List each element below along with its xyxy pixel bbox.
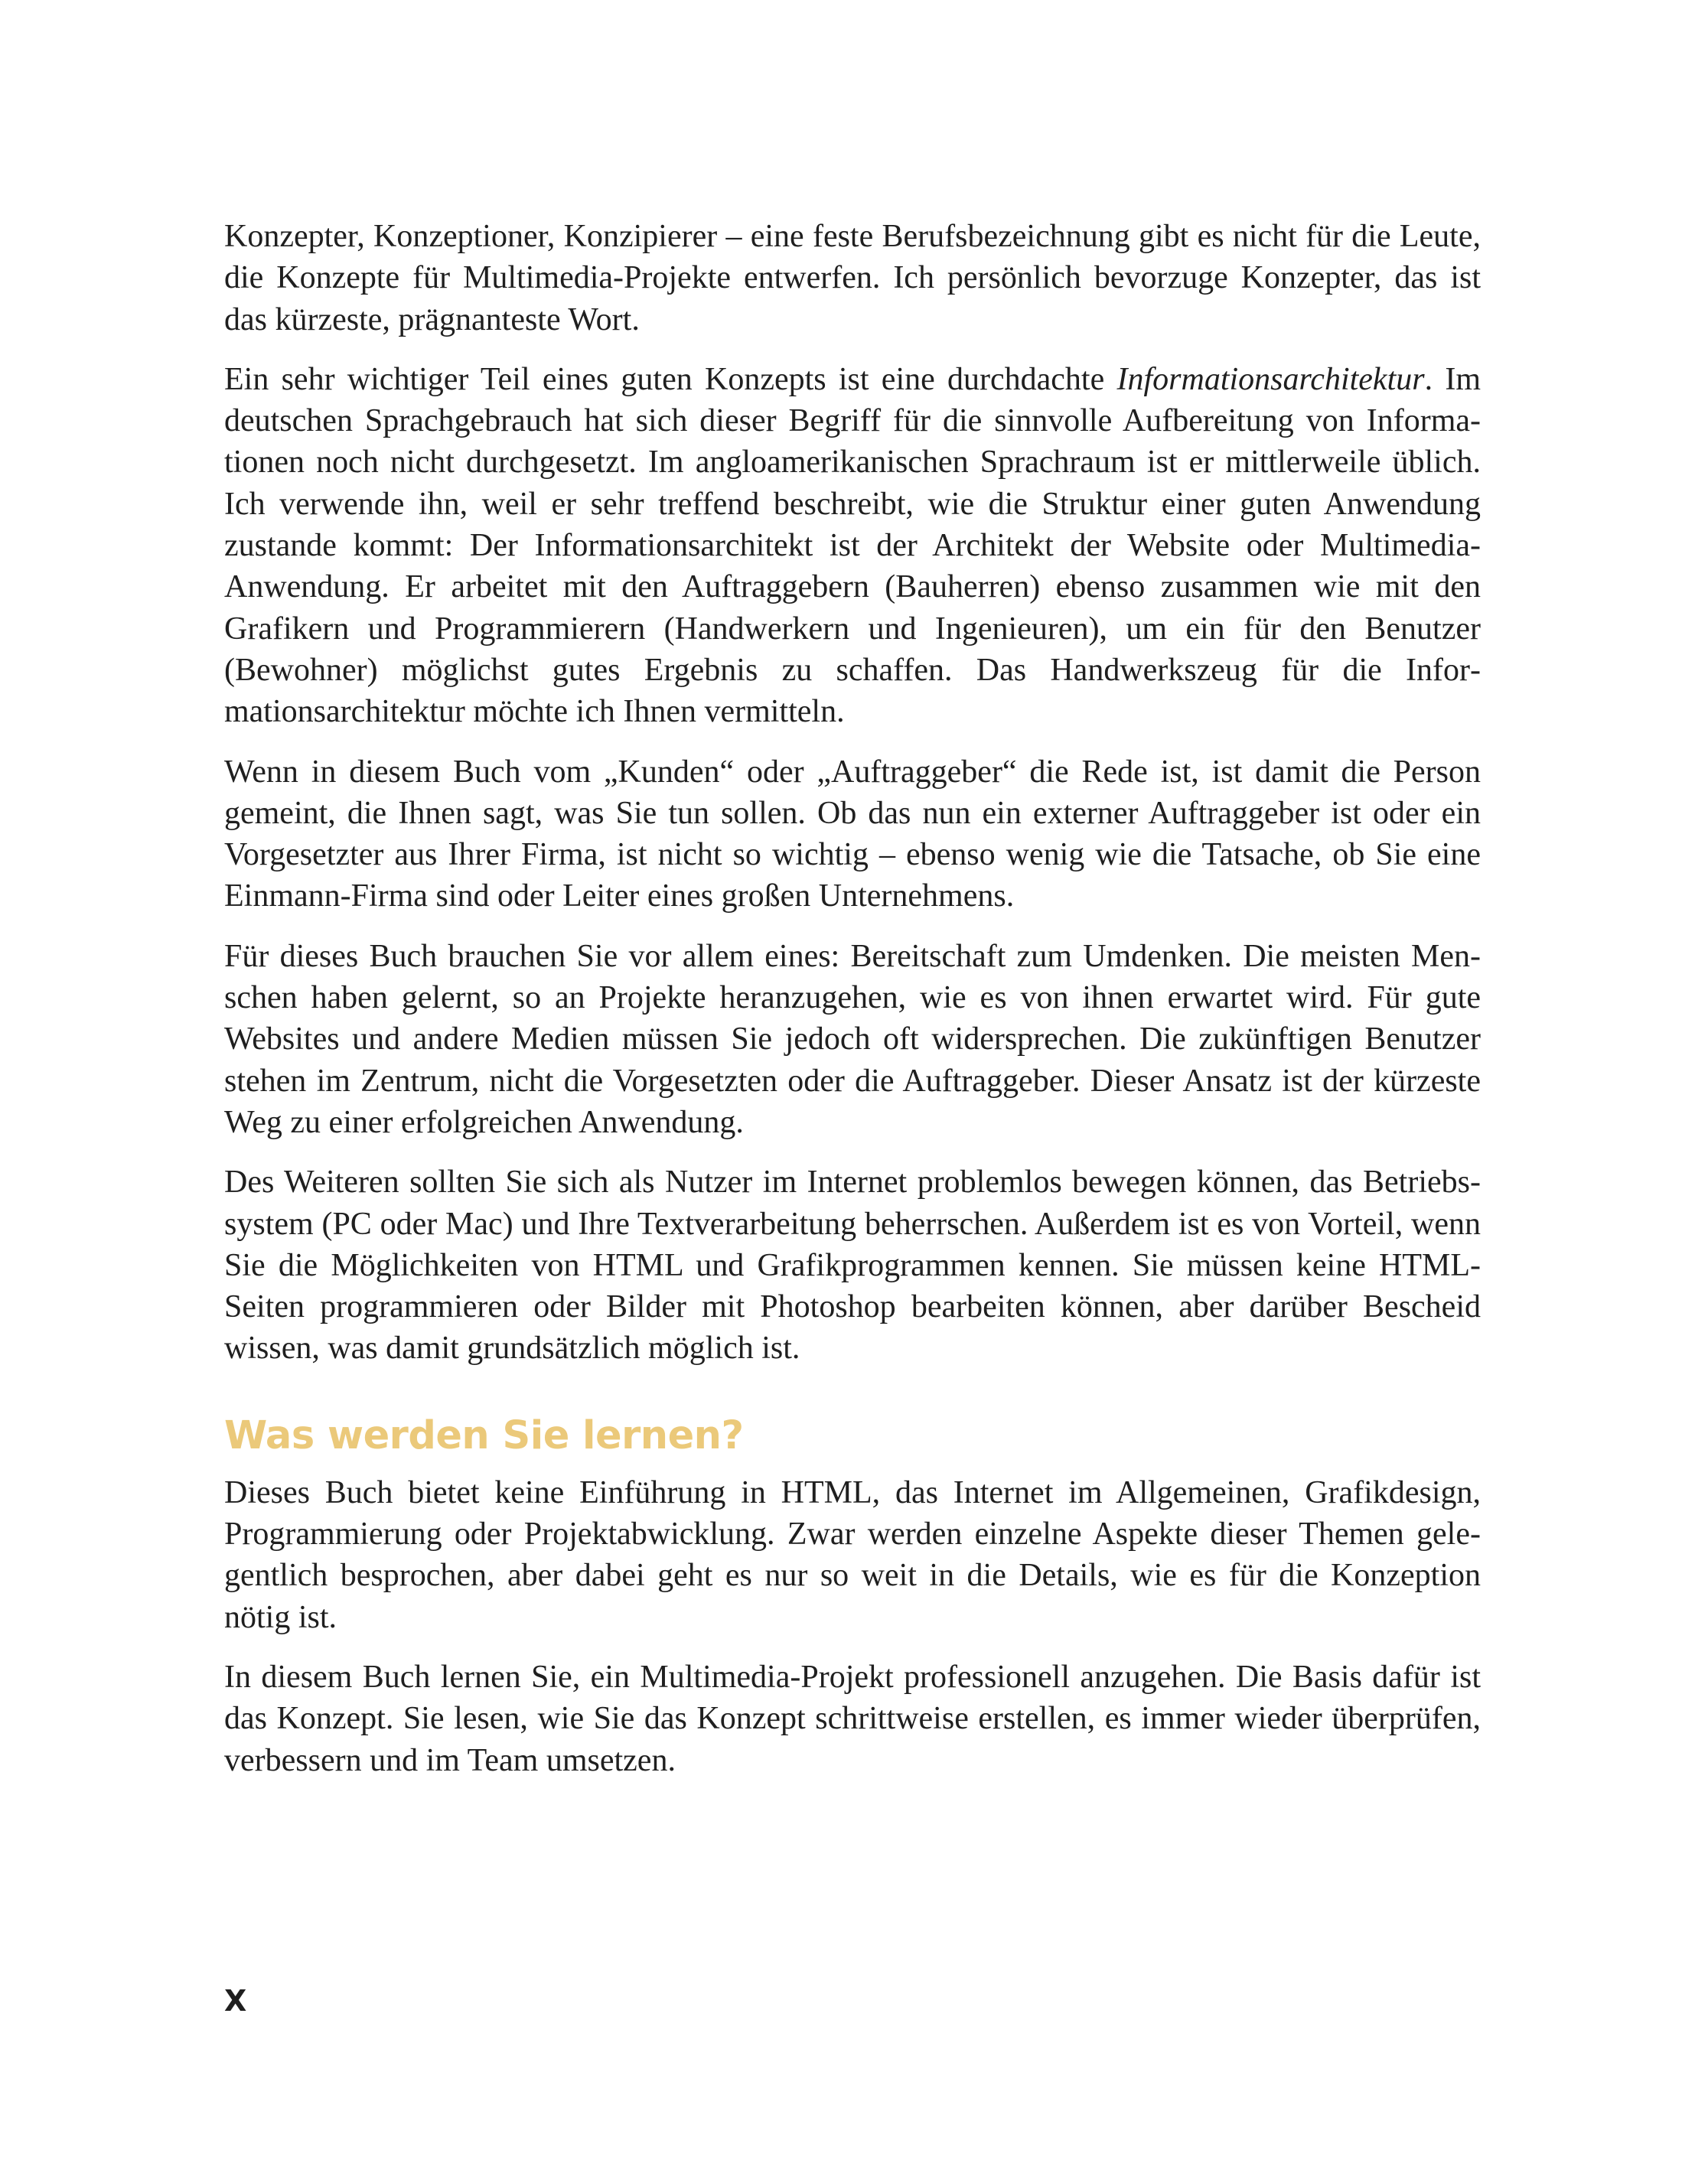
body-paragraph-2-start: Ein sehr wichtiger Teil eines guten Konzepts ist eine durchdachte	[224, 361, 1117, 397]
body-paragraph-3: Wenn in diesem Buch vom „Kunden“ oder „Auftraggeber“ die Rede ist, ist damit die Person gemeint, die Ihnen sagt, was Sie tun sollen. Ob das nun ein externer Auftraggeber ist oder ein Vorgesetzter aus Ihrer Firma, ist nicht so wichtig – ebenso wenig wie die Tatsache, ob Sie eine Einmann-Firma sind oder Leiter eines großen Unternehmens.	[224, 754, 1481, 914]
body-paragraph-4: Für dieses Buch brauchen Sie vor allem eines: Bereitschaft zum Umdenken. Die meisten Menschen haben gelernt, so an Projekte heranzugehen, wie es von ihnen erwartet wird. Für gute Websites und andere Medien müssen Sie jedoch oft widersprechen. Die zukünftigen Benutzer stehen im Zentrum, nicht die Vorgesetzten oder die Auftraggeber. Dieser Ansatz ist der kürzeste Weg zu einer erfolgreichen Anwendung.	[224, 938, 1481, 1140]
emphasized-term: Informationsarchitektur	[1116, 361, 1425, 397]
body-paragraph-2	[224, 359, 1481, 733]
body-paragraph-5: Des Weiteren sollten Sie sich als Nutzer im Internet problemlos bewegen können, das Betriebssystem (PC oder Mac) und Ihre Textverarbeitung beherrschen. Außerdem ist es von Vorteil, wenn Sie die Möglichkeiten von HTML und Grafikprogrammen kennen. Sie müssen keine HTML-Seiten programmieren oder Bilder mit Photoshop bearbeiten können, aber darüber Bescheid wissen, was damit grundsätzlich möglich ist.	[224, 1165, 1481, 1367]
page-content	[224, 216, 1481, 1800]
body-paragraph-1: Konzepter, Konzeptioner, Konzipierer – eine feste Berufsbezeichnung gibt es nicht für die Leute, die Konzepte für Multimedia-Projekte entwerfen. Ich persönlich bevorzuge Konzepter, das ist das kürzeste, prägnanteste Wort.	[224, 219, 1481, 337]
page-number: X	[224, 1984, 247, 2018]
section-heading: Was werden Sie lernen?	[224, 1412, 744, 1458]
section-paragraph-2: In diesem Buch lernen Sie, ein Multimedia-Projekt professionell anzugehen. Die Basis dafür ist das Konzept. Sie lesen, wie Sie das Konzept schrittweise erstellen, es immer wieder überprüfen, verbessern und im Team umsetzen.	[224, 1659, 1481, 1778]
section-paragraph-1: Dieses Buch bietet keine Einführung in HTML, das Internet im Allgemeinen, Grafikdesign, Programmierung oder Projektabwicklung. Zwar werden einzelne Aspekte dieser Themen gelegentlich besprochen, aber dabei geht es nur so weit in die Details, wie es für die Konzeption nötig ist.	[224, 1474, 1481, 1635]
body-paragraph-2-rest: . Im deutschen Sprachgebrauch hat sich dieser Begriff für die sinnvolle Aufbereitung von Informationen noch nicht durchgesetzt. Im angloamerikanischen Sprachraum ist er mittlerweile üblich. Ich verwende ihn, weil er sehr treffend beschreibt, wie die Struktur einer guten Anwendung zustande kommt: Der Informationsarchitekt ist der Architekt der Website oder Multimedia-Anwendung. Er arbeitet mit den Auftraggebern (Bauherren) ebenso zusammen wie mit den Grafikern und Programmierern (Handwerkern und Ingenieuren), um ein für den Benutzer (Bewohner) möglichst gutes Ergebnis zu schaffen. Das Handwerkszeug für die Informationsarchitektur möchte ich Ihnen vermitteln.	[224, 361, 1481, 730]
